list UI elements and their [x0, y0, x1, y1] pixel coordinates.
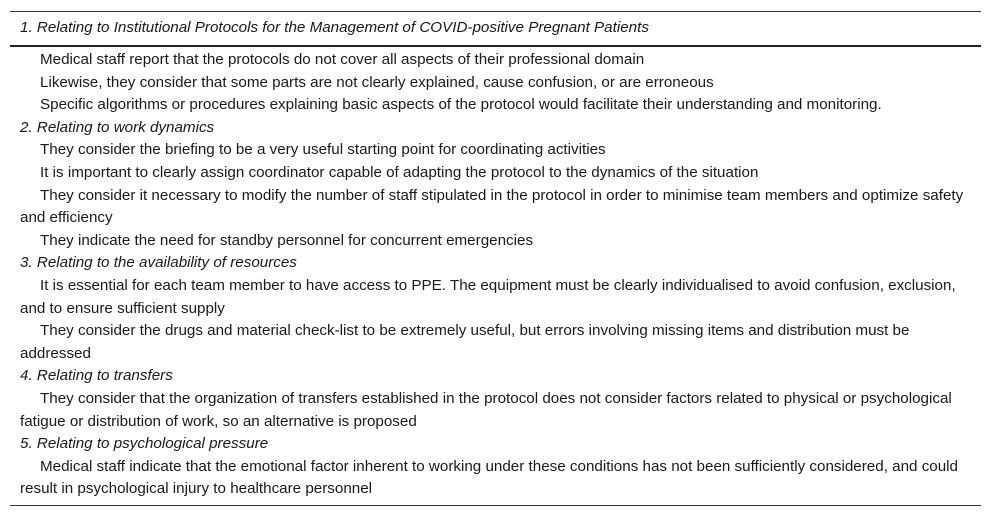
section-heading: 4. Relating to transfers: [20, 367, 173, 385]
section-heading: 5. Relating to psychological pressure: [20, 435, 269, 453]
table-row: Medical staff indicate that the emotional factor inherent to working under these conditions has not been sufficiently considered, and could result in psychological injury to healthcare personnel: [20, 457, 959, 498]
table-header: 1. Relating to Institutional Protocols for the Management of COVID-positive Pregnant Patients: [20, 19, 649, 36]
table-row: It is important to clearly assign coordinator capable of adapting the protocol to the dynamics of the situation: [40, 163, 759, 181]
table-row: It is essential for each team member to have access to PPE. The equipment must be clearly individualised to avoid confusion, exclusion, and to ensure sufficient supply: [20, 276, 956, 317]
table-row: They consider the drugs and material check-list to be extremely useful, but errors involving missing items and distribution must be addressed: [20, 322, 910, 362]
section-heading: 2. Relating to work dynamics: [20, 118, 215, 136]
table-row: They consider that the organization of transfers established in the protocol does not consider factors related to physical or psychological fatigue or distribution of work, so an alternative is proposed: [20, 389, 952, 430]
table-body: [10, 47, 981, 505]
table-row: They indicate the need for standby personnel for concurrent emergencies: [40, 231, 534, 249]
table-row: Likewise, they consider that some parts are not clearly explained, cause confusion, or are erroneous: [40, 73, 714, 91]
table-row: They consider it necessary to modify the number of staff stipulated in the protocol in order to minimise team members and optimize safety and efficiency: [20, 186, 964, 227]
table-row: They consider the briefing to be a very useful starting point for coordinating activities: [40, 141, 606, 159]
findings-table: [10, 11, 981, 506]
table-row: Specific algorithms or procedures explaining basic aspects of the protocol would facilitate their understanding and monitoring.: [40, 96, 882, 114]
table-row: Medical staff report that the protocols do not cover all aspects of their professional domain: [40, 51, 645, 68]
table-bottom-rule: [10, 505, 981, 506]
section-heading: 3. Relating to the availability of resources: [20, 254, 297, 272]
